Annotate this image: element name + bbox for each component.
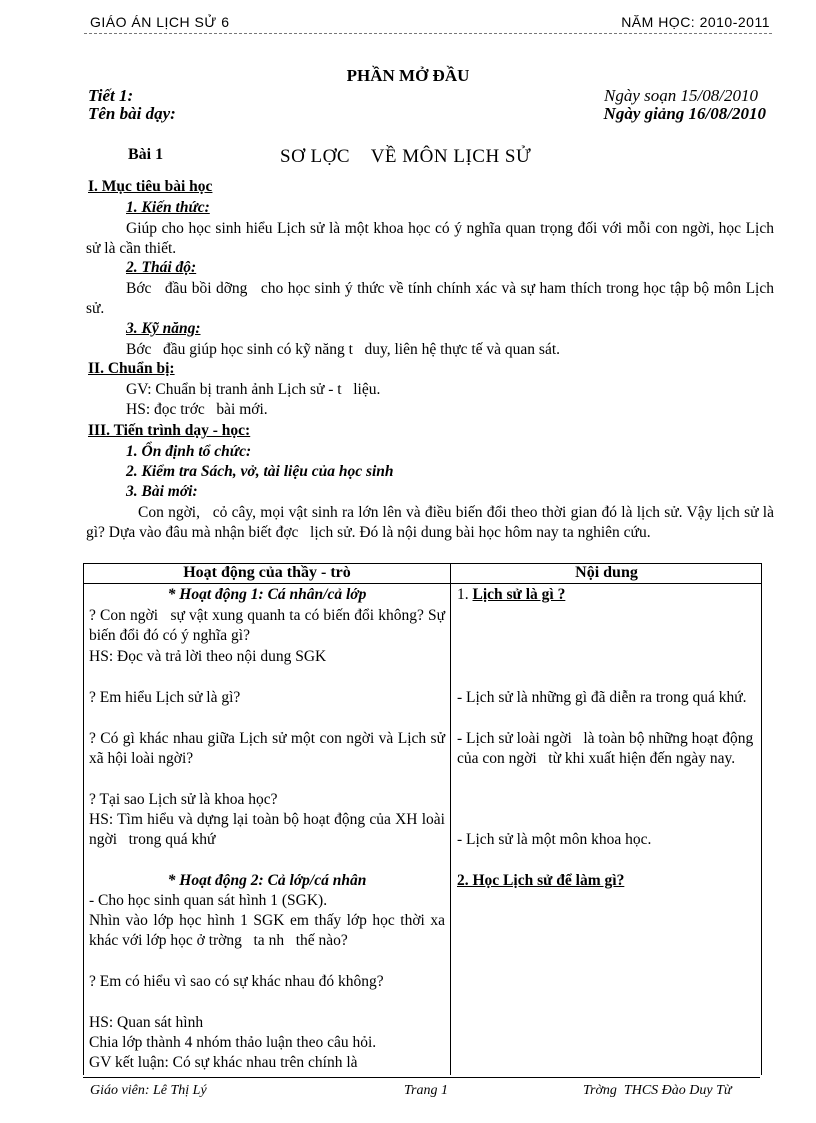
section1-heading: I. Mục tiêu bài học [88, 178, 213, 195]
teach-date: Ngày giảng 16/08/2010 [603, 104, 766, 123]
period-label: Tiết 1: [88, 86, 134, 105]
step-3: 3. Bài mới: [126, 483, 198, 500]
knowledge-text: Giúp cho học sinh hiểu Lịch sử là một khoa học có ý nghĩa quan trọng đối với mỗi con ngời, học Lịch sử là cần thiết. [86, 220, 774, 257]
teacher-question: ? Có gì khác nhau giữa Lịch sử một con ngời và Lịch sử xã hội loài ngời? [89, 730, 445, 768]
content-heading-1 [457, 585, 757, 605]
section3-heading: III. Tiến trình dạy - học: [88, 422, 251, 439]
header-left: GIÁO ÁN LỊCH SỬ 6 [90, 14, 230, 30]
lesson-number: Bài 1 [128, 146, 164, 163]
student-answer: HS: Đọc và trả lời theo nội dung SGK [89, 648, 327, 665]
teacher-instruction: Chia lớp thành 4 nhóm thảo luận theo câu hỏi. [89, 1034, 377, 1051]
header-right: NĂM HỌC: 2010-2011 [621, 14, 770, 30]
content-heading-1-text: Lịch sử là gì ? [472, 586, 566, 603]
attitude-label: 2. Thái độ: [126, 259, 197, 276]
header-divider [84, 33, 772, 34]
table-header-divider [84, 583, 761, 584]
content-heading-1-number: 1. [457, 586, 469, 603]
knowledge-label: 1. Kiến thức: [126, 199, 210, 216]
footer-teacher: Giáo viên: Lê Thị Lý [90, 1083, 207, 1098]
skills-text: Bớc đầu giúp học sinh có kỹ năng t duy, liên hệ thực tế và quan sát. [126, 341, 560, 358]
teacher-question: ? Em hiểu Lịch sử là gì? [89, 689, 241, 706]
attitude-text: Bớc đầu bồi dỡng cho học sinh ý thức về tính chính xác và sự ham thích trong học tập bộ môn Lịch sử. [86, 280, 778, 317]
table-header-content: Nội dung [575, 564, 638, 581]
content-point: - Lịch sử là một môn khoa học. [457, 831, 652, 848]
skills-label: 3. Kỹ năng: [126, 320, 201, 337]
activity-table [83, 563, 762, 1075]
teacher-question: ? Em có hiểu vì sao có sự khác nhau đó không? [89, 973, 384, 990]
content-heading-2: 2. Học Lịch sử để làm gì? [457, 872, 625, 889]
student-answer: HS: Tìm hiểu và dựng lại toàn bộ hoạt động của XH loài ngời trong quá khứ [89, 811, 449, 849]
teacher-question: ? Con ngời sự vật xung quanh ta có biến đổi không? Sự biến đổi đó có ý nghĩa gì? [89, 607, 449, 645]
activity-1-heading: * Hoạt động 1: Cá nhân/cả lớp [167, 586, 367, 603]
activity-2-heading: * Hoạt động 2: Cả lớp/cá nhân [167, 872, 367, 889]
lesson-title: SƠ LỢC VỀ MÔN LỊCH SỬ [280, 146, 532, 167]
step-2: 2. Kiểm tra Sách, vở, tài liệu của học sinh [126, 463, 394, 480]
section2-heading: II. Chuẩn bị: [88, 360, 175, 377]
teacher-instruction: - Cho học sinh quan sát hình 1 (SGK). [89, 892, 328, 909]
prep-student: HS: đọc trớc bài mới. [126, 401, 268, 418]
footer-divider [83, 1077, 760, 1078]
step-1: 1. Ổn định tổ chức: [126, 443, 252, 460]
prep-teacher: GV: Chuẩn bị tranh ảnh Lịch sử - t liệu. [126, 381, 381, 398]
student-answer: HS: Quan sát hình [89, 1014, 204, 1031]
teacher-conclusion: GV kết luận: Có sự khác nhau trên chính là [89, 1054, 358, 1071]
table-column-divider [450, 564, 451, 1075]
prep-date: Ngày soạn 15/08/2010 [604, 86, 758, 105]
teacher-question: ? Tại sao Lịch sử là khoa học? [89, 791, 278, 808]
part-title: PHẦN MỞ ĐẦU [346, 66, 470, 85]
table-header-activities: Hoạt động của thầy - trò [183, 564, 351, 581]
lesson-intro: Con ngời, cỏ cây, mọi vật sinh ra lớn lên và điều biến đổi theo thời gian đó là lịch sử. Vậy lịch sử là gì? Dựa vào đâu mà nhận biết đợc lịch sử. Đó là nội dung bài học hôm nay ta nghiên cứu. [86, 504, 778, 541]
content-point: - Lịch sử loài ngời là toàn bộ những hoạt động của con ngời từ khi xuất hiện đến ngày nay. [457, 730, 758, 768]
teacher-question: Nhìn vào lớp học hình 1 SGK em thấy lớp học thời xa khác với lớp học ở trờng ta nh thế nào? [89, 912, 457, 950]
content-point: - Lịch sử là những gì đã diễn ra trong quá khứ. [457, 689, 747, 706]
footer-school: Trờng THCS Đào Duy Từ [583, 1083, 732, 1098]
footer-page: Trang 1 [404, 1083, 448, 1098]
lesson-name-label: Tên bài dạy: [88, 104, 176, 123]
